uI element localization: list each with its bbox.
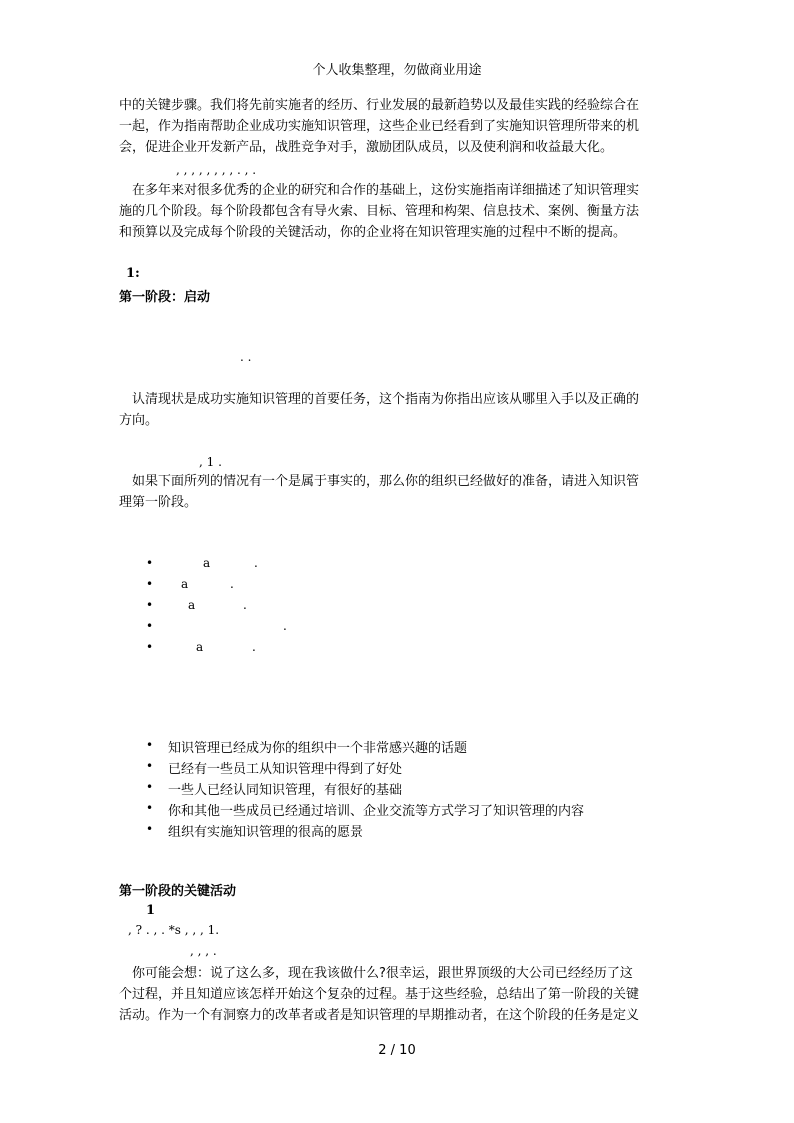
text-line: 中的关键步骤。我们将先前实施者的经历、行业发展的最新趋势以及最佳实践的经验综合在 — [119, 98, 640, 113]
text-fragment: , , , . — [190, 944, 217, 958]
section-label: 1: — [126, 266, 140, 281]
page-number: 2 / 10 — [378, 1043, 416, 1058]
text-fragment: a — [196, 640, 204, 654]
bullet-marker: • — [146, 822, 154, 836]
bullet-marker: • — [146, 780, 154, 794]
text-line: 个过程，并且知道应该怎样开始这个复杂的过程。基于这些经验，总结出了第一阶段的关键 — [119, 987, 640, 1002]
list-item: 组织有实施知识管理的很高的愿景 — [168, 825, 364, 840]
bullet-marker: • — [146, 619, 154, 633]
text-fragment: . — [252, 640, 256, 654]
text-line: 一起，作为指南帮助企业成功实施知识管理，这些企业已经看到了实施知识管理所带来的机 — [119, 119, 640, 134]
text-fragment: . — [243, 598, 247, 612]
section-heading-stage1: 第一阶段：启动 — [119, 290, 211, 305]
text-line: 施的几个阶段。每个阶段都包含有导火索、目标、管理和构架、信息技术、案例、衡量方法 — [119, 204, 640, 219]
text-line: 会，促进企业开发新产品，战胜竞争对手，激励团队成员，以及使利润和收益最大化。 — [119, 140, 614, 155]
paragraph-intro — [119, 95, 675, 158]
text-line: 认清现状是成功实施知识管理的首要任务，这个指南为你指出应该从哪里入手以及正确的 — [119, 392, 640, 407]
text-line: 和预算以及完成每个阶段的关键活动，你的企业将在知识管理实施的过程中不断的提高。 — [119, 225, 627, 240]
section-label: 1 — [146, 903, 156, 918]
bullet-marker: • — [146, 577, 154, 591]
bullet-marker: • — [146, 598, 154, 612]
paragraph-stages — [119, 180, 675, 243]
bullet-marker: • — [146, 738, 154, 752]
text-line: 活动。作为一个有洞察力的改革者或者是知识管理的早期推动者，在这个阶段的任务是定义 — [119, 1008, 640, 1023]
text-line: 如果下面所列的情况有一个是属于事实的，那么你的组织已经做好的准备，请进入知识管 — [119, 474, 640, 489]
list-item: 一些人已经认同知识管理，有很好的基础 — [168, 783, 403, 798]
text-line: 方向。 — [119, 413, 159, 428]
text-fragment: a — [188, 598, 196, 612]
list-item: 知识管理已经成为你的组织中一个非常感兴趣的话题 — [168, 741, 468, 756]
bullet-marker: • — [146, 640, 154, 654]
paragraph-readiness — [119, 471, 675, 513]
bullet-marker: • — [146, 801, 154, 815]
bullet-marker: • — [146, 759, 154, 773]
section-heading-key-activities: 第一阶段的关键活动 — [119, 884, 237, 899]
text-line: 理第一阶段。 — [119, 495, 198, 510]
text-fragment: , ? . , . *s , , , 1. — [128, 923, 220, 937]
text-fragment: , , , , , , , , . , . — [176, 163, 257, 177]
text-line: 在多年来对很多优秀的企业的研究和合作的基础上，这份实施指南详细描述了知识管理实 — [119, 183, 640, 198]
text-fragment: , 1 . — [199, 455, 222, 469]
text-fragment: a — [181, 577, 189, 591]
text-fragment: . — [230, 577, 234, 591]
list-item: 已经有一些员工从知识管理中得到了好处 — [168, 762, 403, 777]
list-item: 你和其他一些成员已经通过培训、企业交流等方式学习了知识管理的内容 — [168, 804, 585, 819]
text-fragment: . — [254, 556, 258, 570]
bullet-marker: • — [146, 556, 154, 570]
text-fragment: a — [203, 556, 211, 570]
paragraph-current-state — [119, 389, 675, 431]
text-fragment: . — [283, 619, 287, 633]
page-header: 个人收集整理，勿做商业用途 — [312, 63, 482, 78]
text-line: 你可能会想：说了这么多，现在我该做什么?很幸运，跟世界顶级的大公司已经经历了这 — [119, 966, 633, 981]
text-fragment: . . — [240, 350, 252, 364]
paragraph-key-activities — [119, 963, 675, 1026]
